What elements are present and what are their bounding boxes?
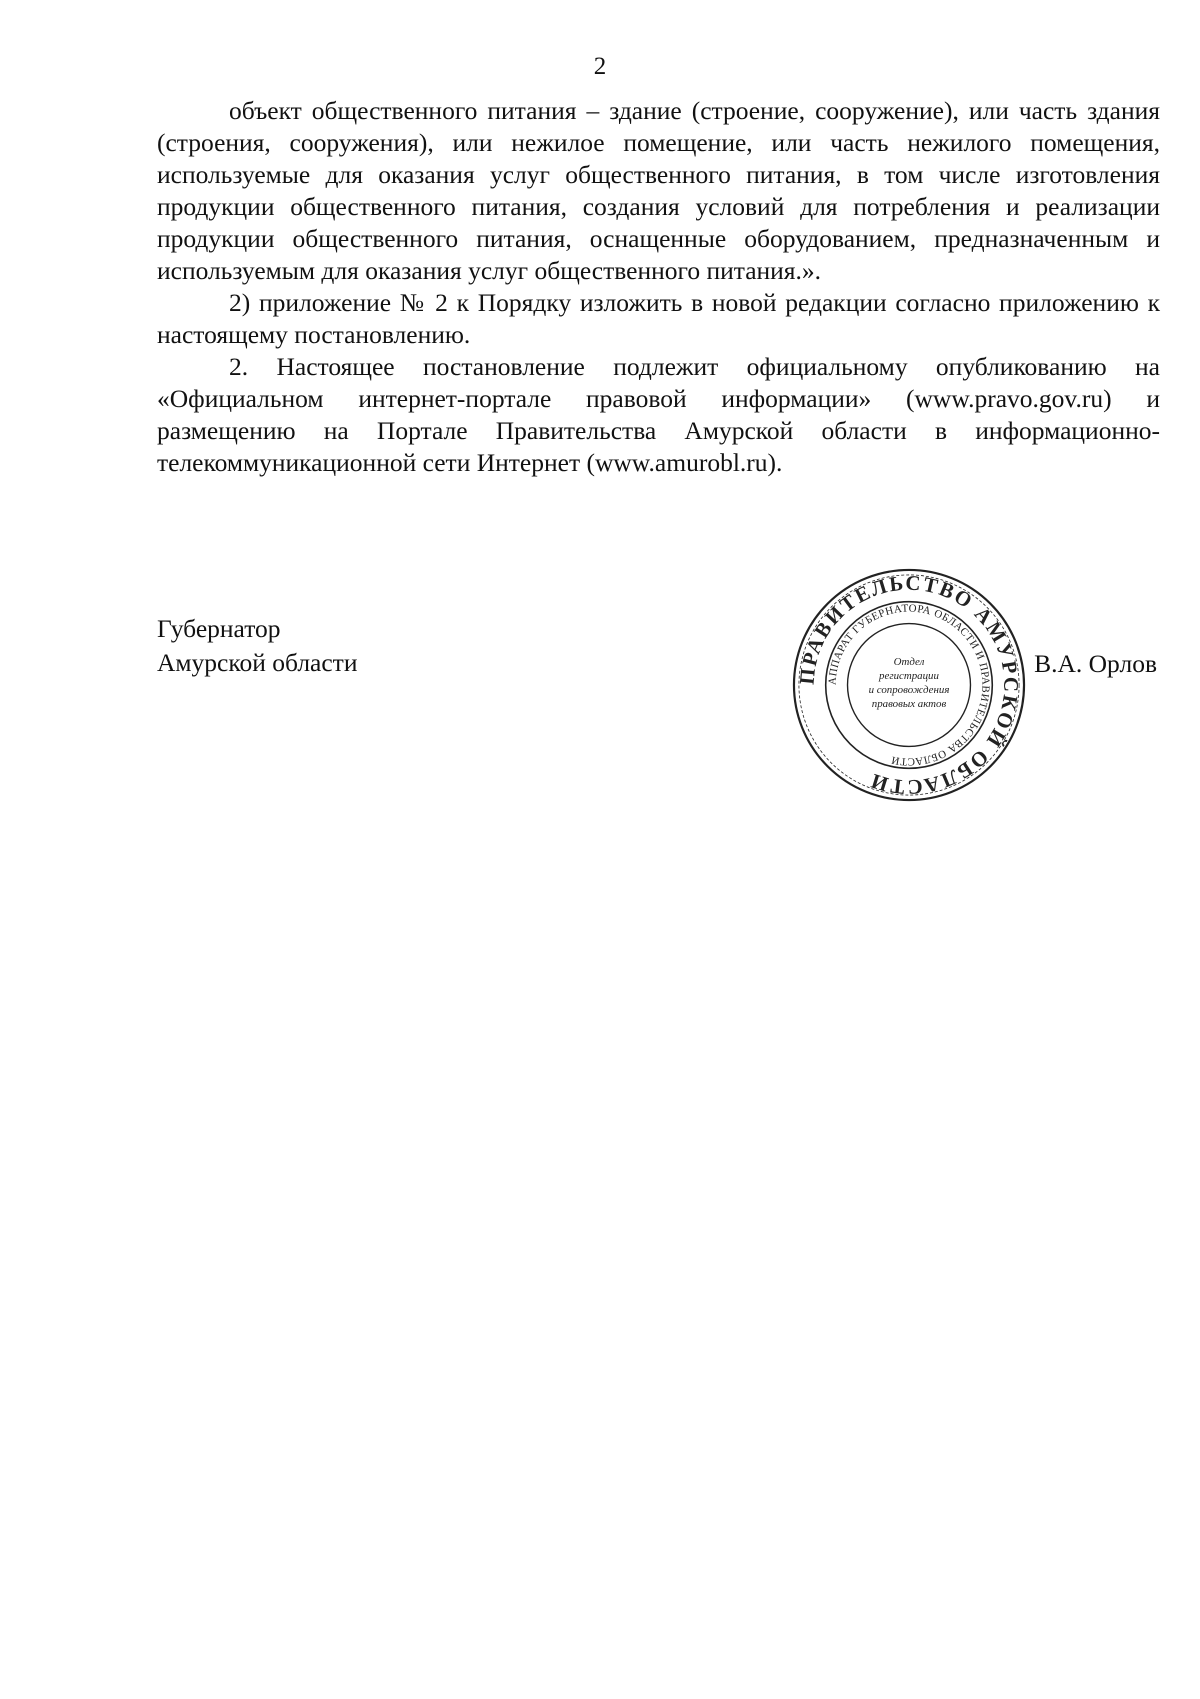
paragraph-definition: объект общественного питания – здание (строение, сооружение), или часть здания (строения, сооружения), или нежилое помещение, или часть нежилого помещения, используемые для оказания услуг общественного питания, в том числе изготовления продукции общественного питания, создания условий для потребления и реализации продукции общественного питания, оснащенные оборудованием, предназначенным и используемым для оказания услуг общественного питания.». bbox=[157, 96, 1160, 285]
seal-inner-text: АППАРАТ ГУБЕРНАТОРА ОБЛАСТИ И ПРАВИТЕЛЬСТВА ОБЛАСТИ bbox=[826, 602, 992, 768]
signatory-title bbox=[157, 612, 357, 680]
paragraph-publication: 2. Настоящее постановление подлежит официальному опубликованию на «Официальном интернет-портале правовой информации» (www.pravo.gov.ru) и размещению на Портале Правительства Амурской области в информационно-телекоммуникационной сети Интернет (www.amurobl.ru). bbox=[157, 352, 1160, 477]
seal-outer-text: ПРАВИТЕЛЬСТВО АМУРСКОЙ ОБЛАСТИ bbox=[794, 570, 1024, 800]
seal-center-line-4: правовых актов bbox=[871, 697, 947, 710]
seal-center-line-2: регистрации bbox=[879, 670, 939, 683]
seal-center-line-3: и сопровождения bbox=[868, 683, 950, 696]
signatory-name: В.А. Орлов bbox=[1034, 649, 1157, 678]
signatory-region: Амурской области bbox=[157, 648, 358, 677]
paragraph-amendment-2: 2) приложение № 2 к Порядку изложить в новой редакции согласно приложению к настоящему постановлению. bbox=[157, 288, 1160, 349]
page-number: 2 bbox=[593, 53, 607, 80]
official-seal-stamp bbox=[790, 566, 1028, 804]
seal-center-line-1: Отдел bbox=[893, 656, 925, 669]
signatory-position: Губернатор bbox=[157, 614, 281, 643]
document-body bbox=[157, 95, 1160, 479]
